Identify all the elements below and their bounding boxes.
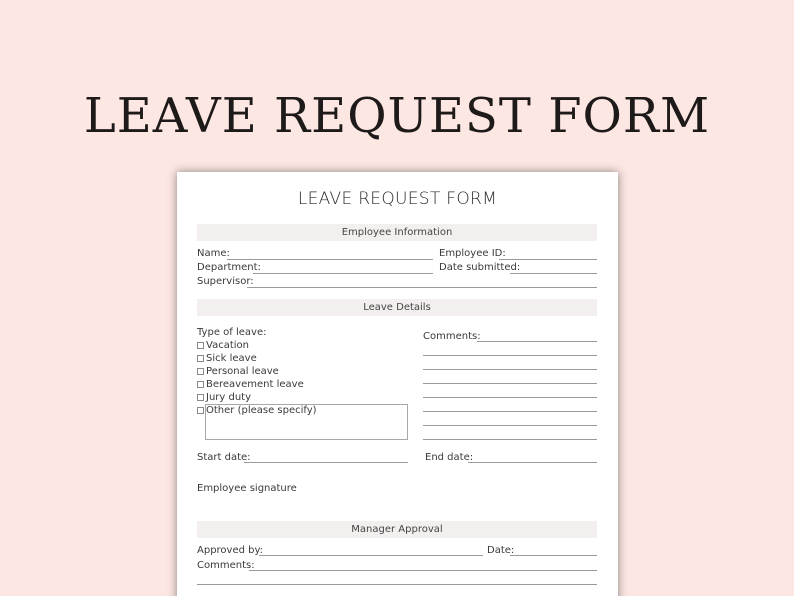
leave-option-label: Personal leave [206, 366, 279, 377]
checkbox-icon[interactable] [197, 381, 204, 388]
leave-option-bereavement[interactable] [197, 379, 304, 390]
leave-option-jury-duty[interactable] [197, 392, 251, 403]
leave-option-label: Vacation [206, 340, 249, 351]
leave-comments-line[interactable] [423, 425, 597, 426]
type-of-leave-label: Type of leave: [197, 327, 267, 338]
leave-comments-line[interactable] [477, 341, 597, 342]
employee-id-field[interactable] [499, 259, 597, 260]
leave-details-header: Leave Details [197, 299, 597, 316]
checkbox-icon[interactable] [197, 394, 204, 401]
leave-comments-line[interactable] [423, 355, 597, 356]
leave-option-personal[interactable] [197, 366, 279, 377]
department-label: Department: [197, 262, 261, 273]
leave-option-label: Sick leave [206, 353, 257, 364]
supervisor-label: Supervisor: [197, 276, 254, 287]
checkbox-icon[interactable] [197, 368, 204, 375]
leave-option-label: Bereavement leave [206, 379, 304, 390]
leave-comments-line[interactable] [423, 383, 597, 384]
leave-comments-line[interactable] [423, 397, 597, 398]
manager-comments-label: Comments: [197, 560, 255, 571]
supervisor-field[interactable] [247, 287, 597, 288]
employee-signature-label: Employee signature [197, 483, 297, 494]
leave-option-label: Jury duty [206, 392, 252, 403]
manager-comments-line[interactable] [197, 584, 597, 585]
leave-comments-line[interactable] [423, 439, 597, 440]
end-date-label: End date: [425, 452, 474, 463]
leave-option-sick[interactable] [197, 353, 257, 364]
leave-comments-line[interactable] [423, 369, 597, 370]
other-specify-box[interactable] [205, 404, 408, 440]
leave-option-vacation[interactable] [197, 340, 249, 351]
checkbox-icon[interactable] [197, 355, 204, 362]
form-title: LEAVE REQUEST FORM [297, 189, 498, 209]
approved-by-field[interactable] [259, 555, 483, 556]
date-submitted-label: Date submitted: [439, 262, 521, 273]
start-date-label: Start date: [197, 452, 251, 463]
leave-comments-label: Comments: [423, 331, 481, 342]
form-sheet [177, 172, 618, 596]
leave-comments-line[interactable] [423, 411, 597, 412]
employee-info-header: Employee Information [197, 224, 597, 241]
approved-by-label: Approved by: [197, 545, 264, 556]
start-date-field[interactable] [244, 462, 408, 463]
checkbox-icon[interactable] [197, 342, 204, 349]
name-field[interactable] [227, 259, 433, 260]
employee-id-label: Employee ID: [439, 248, 506, 259]
approval-date-field[interactable] [510, 555, 597, 556]
name-label: Name: [197, 248, 230, 259]
date-submitted-field[interactable] [510, 273, 597, 274]
manager-comments-line[interactable] [249, 570, 597, 571]
manager-approval-header: Manager Approval [197, 521, 597, 538]
approval-date-label: Date: [487, 545, 515, 556]
leave-option-label: Other (please specify) [206, 405, 317, 416]
checkbox-icon[interactable] [197, 407, 204, 414]
department-field[interactable] [253, 273, 433, 274]
end-date-field[interactable] [468, 462, 597, 463]
hero-title: LEAVE REQUEST FORM [83, 88, 711, 144]
